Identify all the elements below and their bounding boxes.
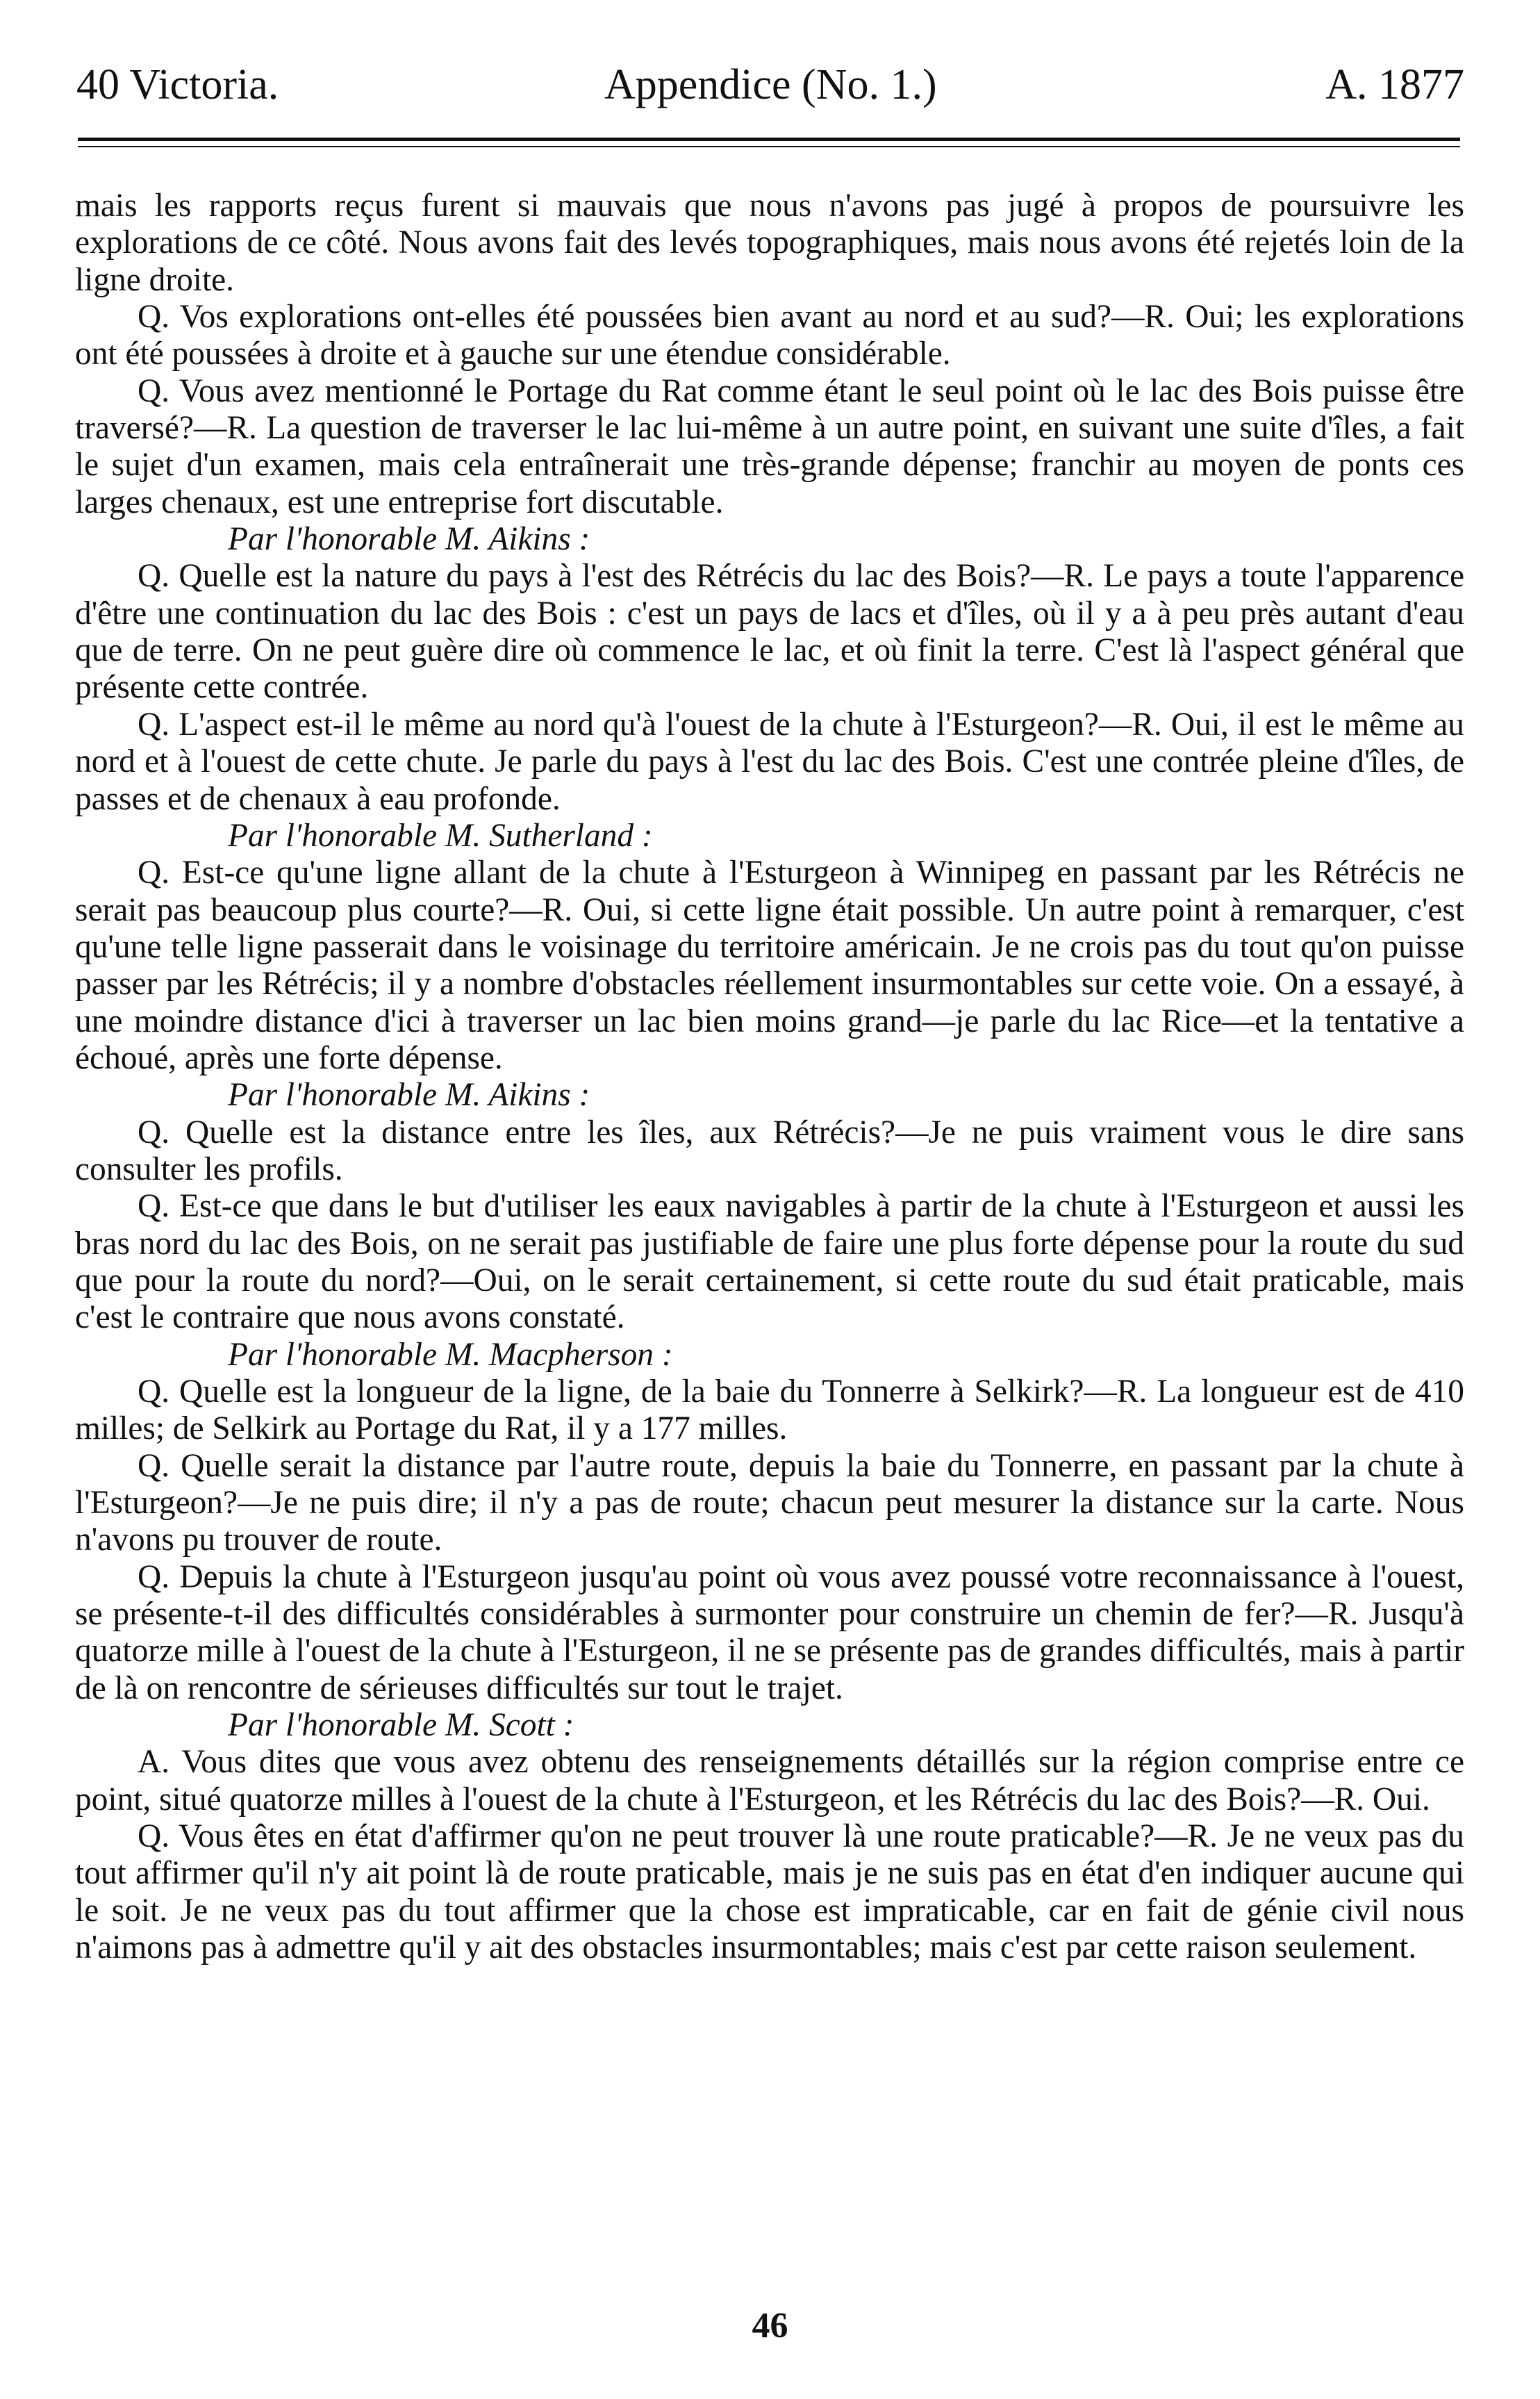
speaker-heading: Par l'honorable M. Aikins : xyxy=(228,1077,590,1114)
speaker-heading: Par l'honorable M. Scott : xyxy=(228,1707,574,1744)
question-answer-paragraph: Q. Vous avez mentionné le Portage du Rat comme étant le seul point où le lac des Bois puisse être traversé?—R. La question de traverser le lac lui-même à un autre point, en suivant une suite d'îles, a fait le sujet d'un examen, mais cela entraînerait une très-grande dépense; franchir au moyen de ponts ces larges chenaux, est une entreprise fort discutable. xyxy=(75,372,1464,520)
question-answer-paragraph: Q. Vos explorations ont-elles été poussées bien avant au nord et au sud?—R. Oui; les explorations ont été poussées à droite et à gauche sur une étendue considérable. xyxy=(75,299,1464,372)
question-answer-paragraph: Q. Est-ce que dans le but d'utiliser les eaux navigables à partir de la chute à l'Esturgeon et aussi les bras nord du lac des Bois, on ne serait pas justifiable de faire une plus forte dépense pour la route du sud que pour la route du nord?—Oui, on le serait certainement, si cette route du sud était praticable, mais c'est le contraire que nous avons constaté. xyxy=(75,1188,1464,1336)
header-double-rule xyxy=(78,138,1460,147)
speaker-heading: Par l'honorable M. Macpherson : xyxy=(228,1336,673,1373)
running-header xyxy=(76,57,1464,113)
body-text xyxy=(75,188,1464,1967)
question-answer-paragraph: Q. L'aspect est-il le même au nord qu'à l'ouest de la chute à l'Esturgeon?—R. Oui, il est le même au nord et à l'ouest de cette chute. Je parle du pays à l'est du lac des Bois. C'est une contrée pleine d'îles, de passes et de chenaux à eau profonde. xyxy=(75,706,1464,817)
header-year: A. 1877 xyxy=(1325,61,1464,108)
header-appendix: Appendice (No. 1.) xyxy=(604,61,937,108)
speaker-heading: Par l'honorable M. Sutherland : xyxy=(228,817,653,854)
question-answer-paragraph: Q. Depuis la chute à l'Esturgeon jusqu'au point où vous avez poussé votre reconnaissance à l'ouest, se présente-t-il des difficultés considérables à surmonter pour construire un chemin de fer?—R. Jusqu'à quatorze mille à l'ouest de la chute à l'Esturgeon, il ne se présente pas de grandes difficultés, mais à partir de là on rencontre de sérieuses difficultés sur tout le trajet. xyxy=(75,1558,1464,1706)
question-answer-paragraph: Q. Vous êtes en état d'affirmer qu'on ne peut trouver là une route praticable?—R. Je ne veux pas du tout affirmer qu'il n'y ait point là de route praticable, mais je ne suis pas en état d'en indiquer aucune qui le soit. Je ne veux pas du tout affirmer que la chose est impraticable, car en fait de génie civil nous n'aimons pas à admettre qu'il y ait des obstacles insurmontables; mais c'est par cette raison seulement. xyxy=(75,1818,1464,1966)
question-answer-paragraph: Q. Quelle est la longueur de la ligne, de la baie du Tonnerre à Selkirk?—R. La longueur est de 410 milles; de Selkirk au Portage du Rat, il y a 177 milles. xyxy=(75,1374,1464,1447)
paragraph-continuation: mais les rapports reçus furent si mauvais que nous n'avons pas jugé à propos de poursuivre les explorations de ce côté. Nous avons fait des levés topographiques, mais nous avons été rejetés loin de la ligne droite. xyxy=(75,188,1464,298)
question-answer-paragraph: A. Vous dites que vous avez obtenu des renseignements détaillés sur la région comprise entre ce point, situé quatorze milles à l'ouest de la chute à l'Esturgeon, et les Rétrécis du lac des Bois?—R. Oui. xyxy=(75,1744,1464,1817)
question-answer-paragraph: Q. Est-ce qu'une ligne allant de la chute à l'Esturgeon à Winnipeg en passant par les Rétrécis ne serait pas beaucoup plus courte?—R. Oui, si cette ligne était possible. Un autre point à remarquer, c'est qu'une telle ligne passerait dans le voisinage du territoire américain. Je ne crois pas du tout qu'on puisse passer par les Rétrécis; il y a nombre d'obstacles réellement insurmontables sur cette voie. On a essayé, à une moindre distance d'ici à traverser un lac bien moins grand—je parle du lac Rice—et la tentative a échoué, après une forte dépense. xyxy=(75,855,1464,1076)
speaker-heading: Par l'honorable M. Aikins : xyxy=(228,521,590,558)
question-answer-paragraph: Q. Quelle serait la distance par l'autre route, depuis la baie du Tonnerre, en passant par la chute à l'Esturgeon?—Je ne puis dire; il n'y a pas de route; chacun peut mesurer la distance sur la carte. Nous n'avons pu trouver de route. xyxy=(75,1447,1464,1558)
header-volume: 40 Victoria. xyxy=(76,61,279,108)
question-answer-paragraph: Q. Quelle est la distance entre les îles, aux Rétrécis?—Je ne puis vraiment vous le dire sans consulter les profils. xyxy=(75,1114,1464,1187)
question-answer-paragraph: Q. Quelle est la nature du pays à l'est des Rétrécis du lac des Bois?—R. Le pays a toute l'apparence d'être une continuation du lac des Bois : c'est un pays de lacs et d'îles, où il y a à peu près autant d'eau que de terre. On ne peut guère dire où commence le lac, et où finit la terre. C'est là l'aspect général que présente cette contrée. xyxy=(75,558,1464,706)
page-number: 46 xyxy=(752,2306,788,2346)
